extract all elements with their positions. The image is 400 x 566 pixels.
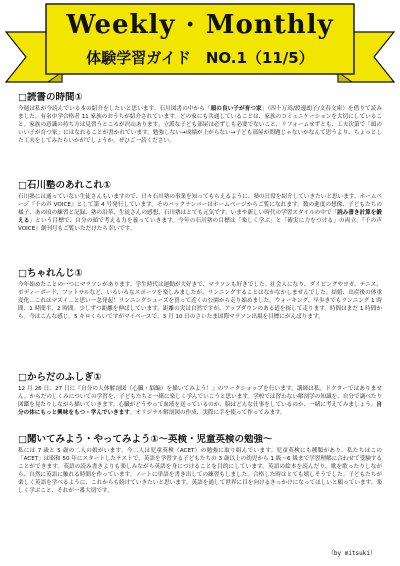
section-body-wonder	[18, 372, 382, 433]
section-english	[18, 434, 382, 551]
section-challenge	[18, 268, 382, 363]
section-reading	[18, 92, 382, 173]
section-body: 今年始めたことの一つにマラソンがあります。学生時代は運動が大好きで、マラソンも好きでした。社会人になり、ダイビングやヨガ、テニス、ボディーボード、フットサルなど、いろいろなスポーツを楽しみましたが、ランニングすることはなかなかしませんでした。結婚、出産後の体重変化…これはマズイ…と思い一念発起！ランニングシューズを買って近くの公園から走り始めました。ウォーキング、早歩きでもランニング 1 時間、1 時間半、2 時間。少しずつ距離を伸ばしています。距離の実は自然ですが、アップダウンのある道を探して走ります。時間はまだ 1 時間から。今はこんな感じ。5 キロくらいですがマイペースで。3 月 10 日のさいたま国際マラソン出場を目標にがんばります。	[18, 282, 382, 320]
page-title: Weekly · Monthly	[66, 10, 334, 40]
author-credit: （by mitsuki）	[327, 550, 376, 557]
section-body: 12 月 26 日、27 日に『自分の人体解剖図（心臓・脳編）を描いてみよう！』のワークショップを行います。講師は私。ドクターではありません。からだのしくみについての学習を、子どもたちと一緒に楽しく学んでいこうと思います。学校では習わない解剖学の知識を、自分で調べたり図鑑を見たりしながら描いていきます。心臓がどうやって血液を送っているのか、脳はどんな仕事をしているのか、一緒に考えてみましょう。自分の体にもっと興味をもつ・学んでいきます。オリジナル解剖図の作成、実際に手を使って作ってみます。	[18, 386, 382, 416]
section-ishikawa-juku	[18, 180, 382, 259]
page-subtitle: 体験学習ガイド NO.1（11/5）	[86, 49, 314, 67]
section-heading: □からだのふしぎ①	[18, 372, 102, 383]
section-heading: □ちゃれんじ①	[18, 268, 83, 279]
section-heading: □読書の時間①	[18, 92, 83, 103]
section-body: 石川塾には通っていない生徒さんもいますので、日々石川塾の事業を知ってもらえるように、塾の日常を紹介していきたいと思います。ホームページ『千の声 VOICE』として第 4 号発行しています。そのバックナンバーはホームページからご覧になれます。数の進度の想像、子どもたちの様子、あの頃の練習と記録、塾の沿革、生徒さんの感想、石川塾はとても元気です。いまや新しい時代の学習スタイルの中で「読み書き計算を鍛える」という目標で、自分の頭で考える力を養っていきます。今年の石川塾の目標は「楽しく学ぶ」と「確実に力をつける」の両立。『千の声 VOICE』創刊号もご覧いただけたら幸いです。	[18, 194, 382, 232]
section-body: 私には 7 歳と 5 歳の二人の娘がいます。今二人は児童英検（ACET）の勉強に取り組んでいます。児童英検にも種類があり、私たちはこの「ACET」は昭和 50 年にスタートしたテストで、英語を学習する子どもたちの 3 歳以上の幼児から 1 級〜6 級まで学習理解に合わせて受験することができます。英語の読み書きよりも楽しみながら英語を身につけることを目的にしています。英語の絵本を読んだり、歌を歌ったりしながら、自然に英語に触れる時間を作っています。ノートに単語を書き出しての練習もしました。合格した時はとても嬉しそうでした。子どもたちが楽しく英語を学べるように、これからも続けていきたいと思います。英語を通して世界に目を向けるきっかけになってほしいと願っています。楽しく学ぶこと、それが一番大切です。	[18, 448, 382, 494]
section-body: 今週は私が今読んでいる本の紹介をしたいと思います。石川図書の中から「頭の良い子が育つ家」（四十万靖/渡邊朗子/文春文庫）を借りて読みました。有名中学合格者 11 家族のおうちが紹介されています。どの家にも共通していることは、家族のコミュニケーションを大切にしていること。家族の意識の持ち方は見習うところが沢山あります。立派な子ども部屋は必ずしも必要でないこと、リフォームせずとも、工夫次第で「頭のいい子が育つ家」にはなれることが書かれています。勉強しない→成績が上がらない→子ども部屋が問題じゃないかなんて思うより、ちょっとした工夫をしてみたらいかがでしょうか。ぜひご一読ください。	[18, 106, 382, 144]
header-banner	[0, 0, 400, 92]
section-heading: □石川塾のあれこれ①	[18, 180, 112, 191]
section-heading: □聞いてみよう・やってみよう①〜英検・児童英検の勉強〜	[18, 434, 273, 445]
